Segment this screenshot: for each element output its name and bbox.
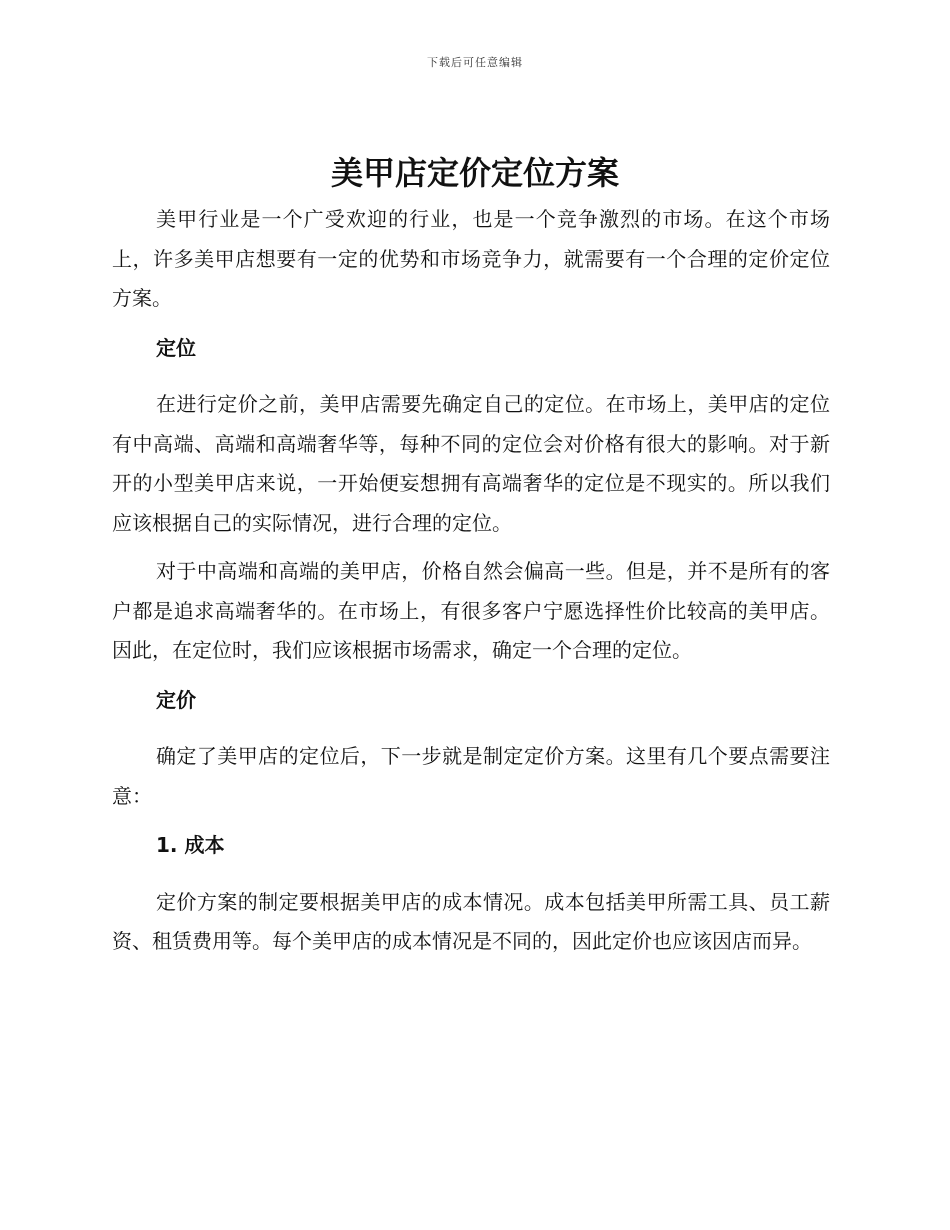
intro-paragraph: 美甲行业是一个广受欢迎的行业，也是一个竞争激烈的市场。在这个市场上，许多美甲店想要有一定的优势和市场竞争力，就需要有一个合理的定价定位方案。: [112, 207, 830, 310]
positioning-paragraph-2: 对于中高端和高端的美甲店，价格自然会偏高一些。但是，并不是所有的客户都是追求高端奢华的。在市场上，有很多客户宁愿选择性价比较高的美甲店。因此，在定位时，我们应该根据市场需求，确定一个合理的定位。: [112, 559, 830, 662]
header-note: 下载后可任意编辑: [427, 56, 523, 69]
section-heading-pricing: 定价: [156, 687, 196, 712]
page-title: 美甲店定价定位方案: [330, 154, 619, 192]
positioning-paragraph-1: 在进行定价之前，美甲店需要先确定自己的定位。在市场上，美甲店的定位有中高端、高端和高端奢华等，每种不同的定位会对价格有很大的影响。对于新开的小型美甲店来说，一开始便妄想拥有高端奢华的定位是不现实的。所以我们应该根据自己的实际情况，进行合理的定位。: [112, 392, 830, 535]
pricing-paragraph: 确定了美甲店的定位后，下一步就是制定定价方案。这里有几个要点需要注意：: [112, 744, 830, 808]
section-heading-positioning: 定位: [156, 335, 196, 360]
document-body: [112, 200, 830, 971]
cost-paragraph: 定价方案的制定要根据美甲店的成本情况。成本包括美甲所需工具、员工薪资、租赁费用等。每个美甲店的成本情况是不同的，因此定价也应该因店而异。: [112, 889, 830, 953]
subsection-heading-cost: 1. 成本: [156, 833, 225, 857]
